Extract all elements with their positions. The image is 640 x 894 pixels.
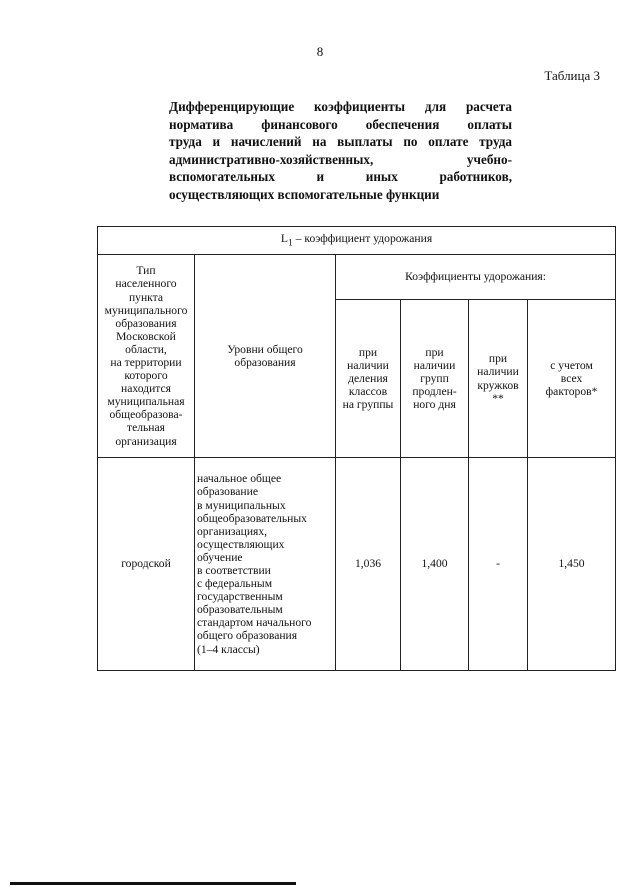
- caption-symbol: L: [280, 231, 288, 245]
- header-education-levels: Уровни общего образования: [195, 255, 336, 458]
- title-line: вспомогательных и иных работников,: [169, 169, 512, 184]
- cell-value-clubs: -: [469, 458, 528, 671]
- cell-value-extended-day: 1,400: [401, 458, 469, 671]
- title-line: труда и начислений на выплаты по оплате труда: [169, 134, 512, 149]
- header-extended-day-groups: при наличии групп продлен- ного дня: [401, 300, 469, 458]
- table-caption: [98, 227, 616, 255]
- caption-text: – коэффициент удорожания: [292, 231, 433, 245]
- cell-settlement-type: городской: [98, 458, 195, 671]
- table-label: Таблица 3: [544, 68, 600, 83]
- header-coefficients-group: Коэффициенты удорожания:: [336, 255, 616, 300]
- document-title: [169, 98, 512, 203]
- bottom-rule: [10, 882, 296, 885]
- header-clubs: при наличии кружков **: [469, 300, 528, 458]
- cell-education-level: начальное общее образование в муниципальных общеобразовательных организациях, осуществляющих обучение в соответствии с федеральным государственным образовательным стандартом начального общего образования (1–4 классы): [195, 458, 336, 671]
- coefficients-table: [97, 226, 616, 671]
- caption-subscript: 1: [288, 237, 293, 249]
- cell-value-all-factors: 1,450: [528, 458, 616, 671]
- title-line: осуществляющих вспомогательные функции: [169, 186, 440, 202]
- title-line: административно-хозяйственных, учебно-: [169, 151, 512, 167]
- title-line: норматива финансового обеспечения оплаты: [169, 116, 512, 132]
- header-class-division: при наличии деления классов на группы: [336, 300, 401, 458]
- cell-value-class-division: 1,036: [336, 458, 401, 671]
- header-all-factors: с учетом всех факторов*: [528, 300, 616, 458]
- header-settlement-type: Тип населенного пункта муниципального образования Московской области, на территории которого находится муниципальная общеобразова- тельная организация: [98, 255, 195, 458]
- title-line: Дифференцирующие коэффициенты для расчета: [169, 99, 512, 114]
- page-number: 8: [316, 44, 324, 59]
